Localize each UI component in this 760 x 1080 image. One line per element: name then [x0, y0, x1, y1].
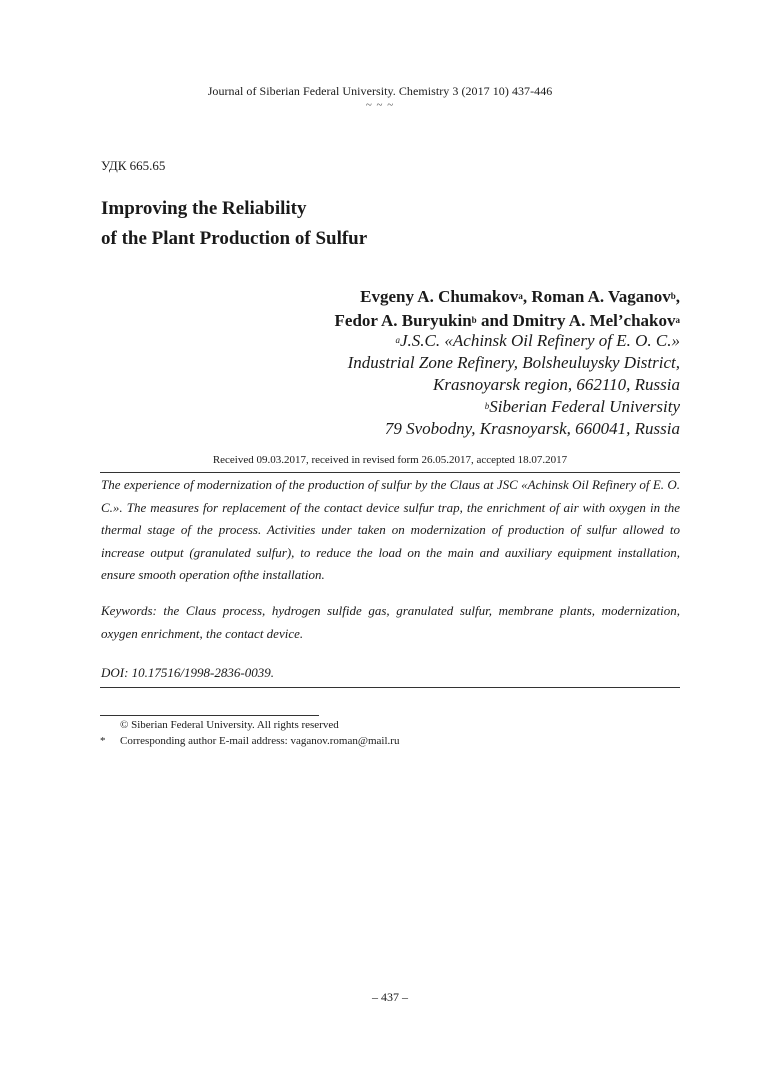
affiliation-text: J.S.C. «Achinsk Oil Refinery of E. O. C.» [400, 331, 680, 350]
divider [100, 687, 680, 688]
footnote-marker: * [100, 735, 106, 747]
article-title [101, 194, 367, 254]
affiliations [348, 330, 680, 440]
affiliation-line [348, 330, 680, 352]
udk-code: УДК 665.65 [101, 158, 166, 173]
received-dates: Received 09.03.2017, received in revised form 26.05.2017, accepted 18.07.2017 [212, 454, 568, 466]
author-separator: , [522, 287, 532, 306]
author-conjunction: and [476, 311, 513, 330]
author-affil-mark: a [675, 315, 680, 325]
author-affil-mark: b [670, 291, 676, 301]
journal-header: Journal of Siberian Federal University. Chemistry 3 (2017 10) 437-446 [207, 84, 553, 98]
author-name: Roman A. Vaganov [531, 287, 671, 306]
title-line-1: Improving the Reliability [101, 198, 307, 219]
doi-text: DOI: 10.17516/1998-2836-0039. [101, 665, 274, 680]
affil-mark: b [484, 401, 490, 411]
title-line-2: of the Plant Production of Sulfur [101, 228, 368, 249]
author-affil-mark: b [471, 315, 477, 325]
affiliation-line: 79 Svobodny, Krasnoyarsk, 660041, Russia [384, 419, 680, 438]
author-separator: , [675, 287, 680, 306]
affiliation-line: Industrial Zone Refinery, Bolsheuluysky District, [347, 353, 680, 372]
page-number: – 437 – [372, 990, 408, 1004]
corresponding-author-footnote: Corresponding author E-mail address: vaganov.roman@mail.ru [120, 735, 400, 747]
header-ornament: ~ ~ ~ [365, 99, 395, 111]
author-name: Evgeny A. Chumakov [360, 287, 519, 306]
authors-line-1 [335, 285, 680, 309]
author-name: Dmitry A. Mel’chakov [512, 311, 676, 330]
copyright-footnote: © Siberian Federal University. All rights reserved [120, 719, 339, 731]
affiliation-line: Krasnoyarsk region, 662110, Russia [433, 375, 680, 394]
keywords-text: Keywords: the Claus process, hydrogen sulfide gas, granulated sulfur, membrane plants, modernization, oxygen enrichment, the contact device. [101, 603, 680, 641]
divider [100, 472, 680, 473]
affiliation-text: Siberian Federal University [489, 397, 680, 416]
author-list [335, 285, 680, 333]
author-affil-mark: a [518, 291, 523, 301]
author-name: Fedor A. Buryukin [334, 311, 472, 330]
affil-mark: a [395, 335, 401, 345]
affiliation-line [348, 396, 680, 418]
abstract-text: The experience of modernization of the production of sulfur by the Claus at JSC «Achinsk Oil Refinery of E. O. C.». The measures for replacement of the contact device sulfur trap, the enrichment of air with oxygen in the thermal stage of the process. Activities under taken on modernization of production of sulfur allowed to increase output (granulated sulfur), to reduce the load on the main and auxiliary equipment installation, ensure smooth operation ofthe installation. [101, 477, 680, 582]
footnote-rule [100, 715, 319, 716]
